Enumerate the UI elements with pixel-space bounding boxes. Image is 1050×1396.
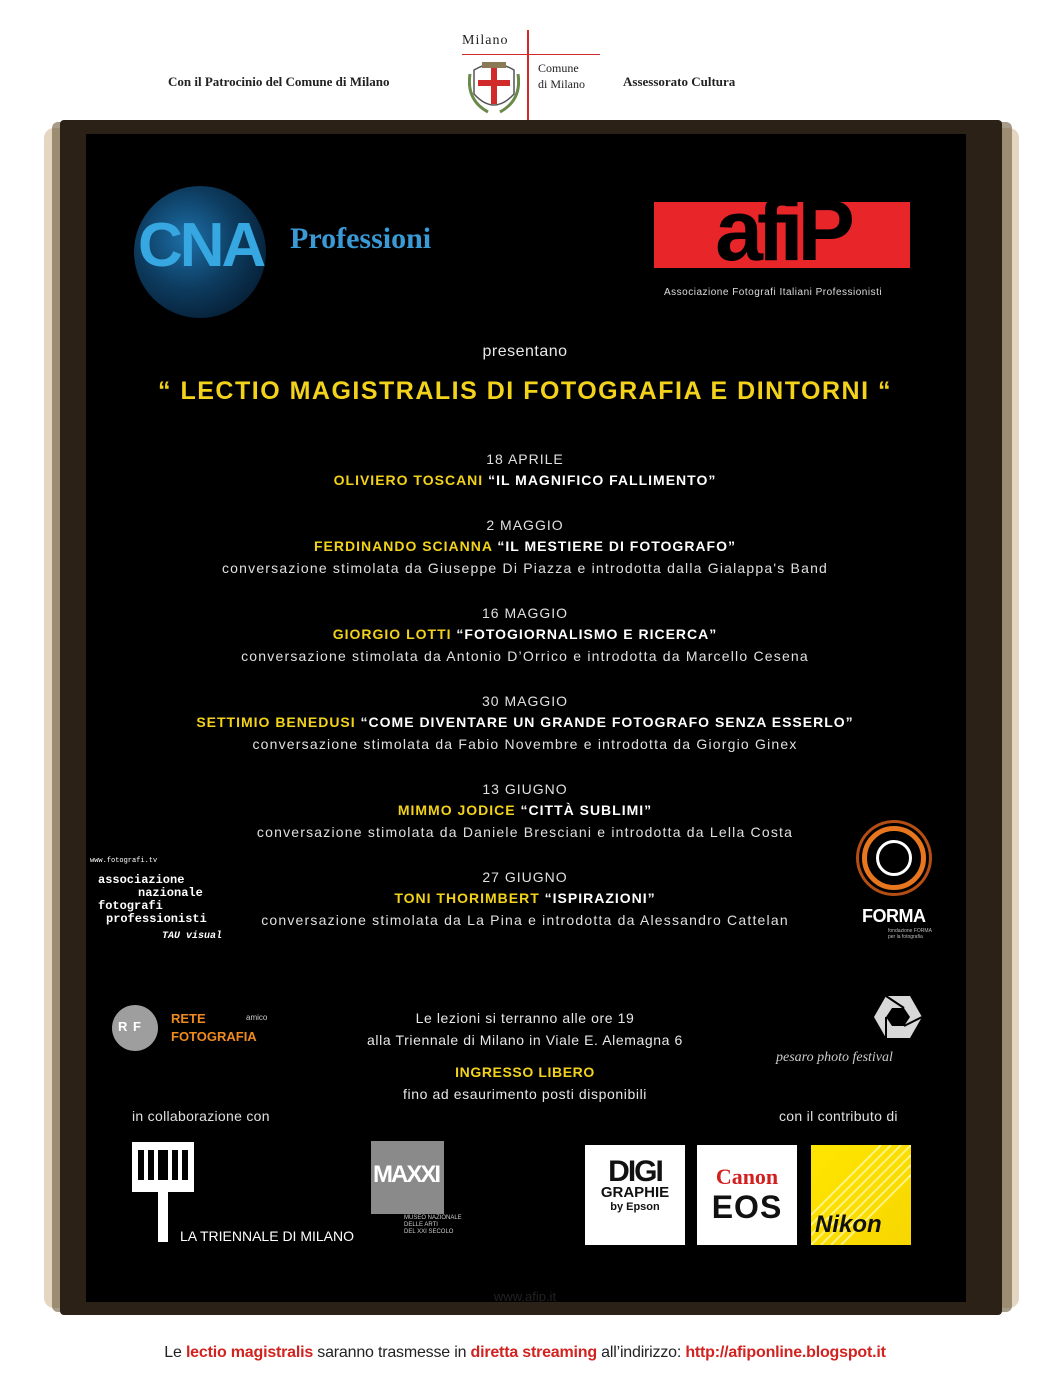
- lecture-heading: [120, 623, 930, 645]
- info-venue: alla Triennale di Milano in Viale E. Alemagna 6: [367, 1032, 683, 1048]
- footer-lectio: lectio magistralis: [185, 1344, 314, 1361]
- info-time: Le lezioni si terranno alle ore 19: [415, 1010, 635, 1026]
- by-epson-label: by Epson: [610, 1201, 660, 1213]
- maxxi-sub-line1: MUSEO NAZIONALE: [404, 1215, 462, 1221]
- cna-logo: CNA: [138, 211, 264, 280]
- forma-logo: FORMA: [862, 906, 926, 926]
- footer-streaming-note: [0, 1344, 1050, 1362]
- footer-le: Le: [164, 1344, 186, 1361]
- forma-subtitle: fondazione FORMA per la fotografia: [888, 928, 932, 940]
- triennale-building-icon: [132, 1142, 194, 1242]
- lecture-topic: “CITTÀ SUBLIMI”: [515, 802, 653, 818]
- lecture-conversation: conversazione stimolata da Fabio Novembre e introdotta da Giorgio Ginex: [252, 736, 798, 752]
- canon-eos-logo: [697, 1145, 797, 1245]
- canon-label: Canon: [715, 1164, 779, 1189]
- anfp-line1: associazione: [98, 873, 185, 887]
- afip-logo: [654, 180, 910, 286]
- maxxi-logo: MAXXI: [371, 1141, 444, 1214]
- lecture-heading: [120, 535, 930, 557]
- lecture-date: 16 MAGGIO: [481, 605, 569, 621]
- footer-saranno: saranno trasmesse in: [313, 1344, 471, 1361]
- maxxi-sub-line3: DEL XXI SECOLO: [404, 1229, 454, 1235]
- patronage-text: Con il Patrocinio del Comune di Milano: [168, 74, 390, 89]
- footer-diretta: diretta streaming: [470, 1344, 597, 1361]
- free-entry-label: INGRESSO LIBERO: [455, 1064, 595, 1080]
- lecture-item: [120, 515, 930, 579]
- lecture-topic: “FOTOGIORNALISMO E RICERCA”: [451, 626, 718, 642]
- lecture-date: 27 GIUGNO: [482, 869, 568, 885]
- anfp-logo: [90, 855, 222, 943]
- lecture-heading: [120, 799, 930, 821]
- anfp-line4: professionisti: [106, 912, 207, 926]
- pesaro-photo-festival-logo: pesaro photo festival: [776, 1050, 893, 1065]
- assessorato-text: Assessorato Cultura: [623, 74, 736, 89]
- lecture-heading: [120, 711, 930, 733]
- lecture-speaker: TONI THORIMBERT: [394, 890, 540, 906]
- lecture-list: [120, 449, 930, 955]
- graphie-label: GRAPHIE: [600, 1184, 670, 1201]
- website-link[interactable]: www.afip.it: [493, 1289, 557, 1304]
- lecture-speaker: OLIVIERO TOSCANI: [333, 472, 484, 488]
- pesaro-aperture-icon: [874, 996, 922, 1038]
- lecture-item: [120, 603, 930, 667]
- milano-divider-vertical: [527, 30, 529, 120]
- professioni-label: Professioni: [290, 222, 432, 255]
- collaboration-label: in collaborazione con: [132, 1108, 270, 1124]
- lecture-speaker: SETTIMIO BENEDUSI: [196, 714, 356, 730]
- lecture-topic: “ISPIRAZIONI”: [539, 890, 656, 906]
- anfp-line2: nazionale: [138, 886, 203, 900]
- anfp-line3: fotografi: [98, 899, 163, 913]
- milano-label: Milano: [462, 33, 509, 48]
- lecture-heading: [120, 469, 930, 491]
- lecture-heading: [120, 887, 930, 909]
- amico-label: amico: [246, 1013, 268, 1022]
- lecture-date: 30 MAGGIO: [481, 693, 569, 709]
- streaming-url-link[interactable]: http://afiponline.blogspot.it: [685, 1344, 886, 1361]
- lecture-date: 18 APRILE: [486, 451, 564, 467]
- eos-label: EOS: [711, 1189, 783, 1225]
- rete-fotografia-logo: [171, 1010, 257, 1046]
- comune-line2: di Milano: [538, 77, 585, 91]
- milano-divider-horizontal: [462, 54, 600, 55]
- digigraphie-logo: [585, 1145, 685, 1245]
- triennale-logo: LA TRIENNALE DI MILANO: [180, 1228, 355, 1244]
- lecture-item: [120, 779, 930, 843]
- maxxi-subtitle: [404, 1215, 462, 1236]
- lecture-conversation: conversazione stimolata da La Pina e introdotta da Alessandro Cattelan: [261, 912, 789, 928]
- lecture-item: [120, 449, 930, 491]
- lecture-speaker: MIMMO JODICE: [397, 802, 516, 818]
- rete-label: RETE: [171, 1011, 206, 1026]
- afip-subtitle: Associazione Fotografi Italiani Professionisti: [664, 287, 883, 298]
- anfp-website: www.fotografi.tv: [90, 857, 158, 865]
- lecture-item: [120, 867, 930, 931]
- event-title: “ LECTIO MAGISTRALIS DI FOTOGRAFIA E DINTORNI “: [158, 377, 892, 405]
- lecture-conversation: conversazione stimolata da Daniele Bresciani e introdotta da Lella Costa: [256, 824, 794, 840]
- nikon-logo: [811, 1145, 911, 1245]
- afip-logo-text: afiP: [715, 183, 849, 279]
- rete-fotografia-initials: R F: [118, 1019, 142, 1034]
- lecture-speaker: GIORGIO LOTTI: [332, 626, 452, 642]
- milano-crest-icon: [468, 60, 520, 116]
- lecture-date: 13 GIUGNO: [482, 781, 568, 797]
- lecture-topic: “IL MESTIERE DI FOTOGRAFO”: [492, 538, 736, 554]
- lecture-conversation: conversazione stimolata da Antonio D’Orrico e introdotta da Marcello Cesena: [241, 648, 809, 664]
- lecture-conversation: conversazione stimolata da Giuseppe Di Piazza e introdotta dalla Gialappa's Band: [221, 560, 829, 576]
- contribution-label: con il contributo di: [779, 1108, 898, 1124]
- tau-visual-logo: TAU visual: [162, 931, 223, 942]
- comune-label: [538, 60, 585, 92]
- lecture-topic: “COME DIVENTARE UN GRANDE FOTOGRAFO SENZA ESSERLO”: [355, 714, 854, 730]
- presentano-label: presentano: [482, 343, 568, 360]
- nikon-label: Nikon: [815, 1211, 882, 1238]
- forma-inner-ring-icon: [876, 840, 912, 876]
- info-availability: fino ad esaurimento posti disponibili: [403, 1086, 647, 1102]
- footer-indirizzo: all’indirizzo:: [596, 1344, 686, 1361]
- digi-label: DIGI: [608, 1155, 662, 1188]
- fotografia-label: FOTOGRAFIA: [171, 1029, 257, 1044]
- lecture-topic: “IL MAGNIFICO FALLIMENTO”: [483, 472, 717, 488]
- event-info: [300, 1007, 750, 1105]
- lecture-speaker: FERDINANDO SCIANNA: [314, 538, 493, 554]
- lecture-item: [120, 691, 930, 755]
- maxxi-sub-line2: DELLE ARTI: [404, 1222, 438, 1228]
- lecture-date: 2 MAGGIO: [486, 517, 564, 533]
- comune-line1: Comune: [538, 61, 579, 75]
